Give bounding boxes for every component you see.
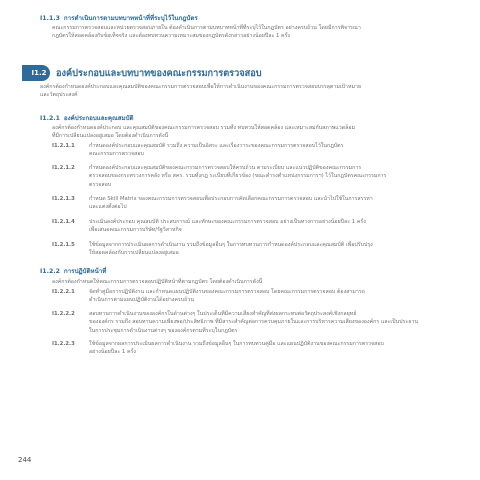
page-number: 244 (18, 456, 32, 464)
item-text: สอบทานการดำเนินงานขององค์กรในด้านต่างๆ ในประเด็นที่มีความเสี่ยงสำคัญที่ส่งผลกระทบต่อวัตถุประสงค์เชิงกลยุทธ์ (89, 311, 357, 317)
item-number: I1.2.1.2 (52, 165, 75, 171)
subsection-title: การดำเนินการตามบทบาทหน้าที่ที่ระบุไว้ในกฎบัตร (63, 15, 198, 22)
subsection-body-1-2-1 (52, 124, 454, 141)
item-text: จัดทำคู่มือการปฏิบัติงาน และกำหนดแผนปฏิบัติงานของคณะกรรมการตรวจสอบ โดยคณะกรรมการตรวจสอบ ต้องสามารถ (89, 289, 365, 295)
item-text: กำหนดองค์ประกอบและคุณสมบัติ รวมถึง ความเป็นอิสระ และเรื่องวาระของคณะกรรมการตรวจสอบไว้ในกฎบัตร (89, 143, 344, 149)
subsection-body-1-2-2 (52, 278, 454, 286)
item-text: ใช้ข้อมูลจากการประเมินผลการดำเนินงาน รวมถึงข้อมูลอื่นๆ ในการทบทวนการกำหนดองค์ประกอบและคุณสมบัติ เพื่อปรับปรุง (89, 242, 373, 248)
item-text: และแต่งตั้งต่อไป (89, 204, 127, 211)
subsection-heading-1-1-3 (40, 15, 198, 23)
paragraph-line: กฎบัตรให้สอดคล้องกับข้อเท็จจริง และต้องทบทวนความเหมาะสมของกฎบัตรดังกล่าวอย่างน้อยปีละ 1 ครั้ง (52, 33, 291, 40)
paragraph-line: ที่มีการเปลี่ยนแปลงอยู่เสมอ โดยต้องดำเนินการดังนี้ (52, 133, 169, 140)
subsection-number: I1.2.1 (40, 115, 60, 122)
section-title: องค์ประกอบและบทบาทของคณะกรรมการตรวจสอบ (56, 67, 262, 79)
item-number: I1.2.2.1 (52, 289, 75, 295)
subsection-title: การปฏิบัติหน้าที่ (63, 268, 107, 275)
item-text: ขององค์กร รวมถึง สอบทานความเพียงพอ/ประสิทธิภาพ ที่มีสาระสำคัญต่อการควบคุมภายในและการบริหารความเสี่ยงขององค์กร และเป็นประธาน (89, 319, 419, 326)
item-number: I1.2.2.3 (52, 341, 75, 347)
section-number-badge: I1.2 (22, 65, 50, 81)
item-text: ดำเนินการตามแผนปฏิบัติงานได้อย่างครบถ้วน (89, 297, 194, 304)
subsection-number: I1.1.3 (40, 15, 60, 22)
subsection-heading-1-2-1 (40, 115, 134, 123)
subsection-body-1-1-3 (52, 24, 454, 41)
subsection-number: I1.2.2 (40, 268, 60, 275)
paragraph-line: คณะกรรมการตรวจสอบและหน่วยตรวจสอบภายใน ต้องดำเนินการตามบทบาทหน้าที่ที่ระบุไว้ในกฎบัตร อย่างครบถ้วน โดยมีการพิจารณา (52, 25, 361, 31)
item-text: ตรวจสอบของกระทรวงการคลัง หรือ สคร. รวมทั้งกฎ ระเบียบที่เกี่ยวข้อง (ขณะดำรงตำแหน่งกรรมการฯ) ไว้ในกฎบัตรคณะกรรมการ (89, 173, 387, 180)
item-text: กำหนด Skill Matrix ของคณะกรรมการตรวจสอบเพื่อประกอบการคัดเลือกคณะกรรมการตรวจสอบ และนำไปใช้ในการสรรหา (89, 196, 373, 202)
item-text: คณะกรรมการตรวจสอบ (89, 151, 144, 158)
paragraph-line: องค์กรต้องกำหนดองค์ประกอบและคุณสมบัติของคณะกรรมการตรวจสอบเพื่อให้การดำเนินงานของคณะกรรมการตรวจสอบบรรลุตามเป้าหมาย (40, 84, 362, 90)
item-number: I1.2.1.5 (52, 242, 75, 248)
item-number: I1.2.2.2 (52, 311, 75, 317)
item-text: ให้สอดคล้องกับการเปลี่ยนแปลงอยู่เสมอ (89, 250, 179, 257)
subsection-heading-1-2-2 (40, 268, 106, 276)
item-text: เพื่อเสนอคณะกรรมการบริษัท/รัฐวิสาหกิจ (89, 227, 182, 234)
item-text: ในการประชุมการดำเนินงานต่างๆ ขององค์กรตามที่ระบุในกฎบัตร (89, 327, 238, 334)
section-heading-1-2 (31, 64, 262, 82)
item-text: ประเมินองค์ประกอบ คุณสมบัติ ประสบการณ์ และทักษะของคณะกรรมการตรวจสอบ อย่างเป็นทางการอย่างน้อยปีละ 1 ครั้ง (89, 219, 366, 225)
paragraph-line: องค์กรต้องกำหนดให้คณะกรรมการตรวจสอบปฏิบัติหน้าที่ตามกฎบัตร โดยต้องดำเนินการดังนี้ (52, 279, 263, 285)
item-number: I1.2.1.1 (52, 143, 75, 149)
paragraph-line: และวัตถุประสงค์ (40, 92, 78, 99)
item-text: ใช้ข้อมูลจากผลการประเมินผลการดำเนินงาน รวมถึงข้อมูลอื่นๆ ในการทบทวนคู่มือ และแผนปฏิบัติงานของคณะกรรมการตรวจสอบ (89, 341, 384, 347)
subsection-title: องค์ประกอบและคุณสมบัติ (63, 115, 134, 122)
item-text: อย่างน้อยปีละ 1 ครั้ง (89, 349, 136, 356)
item-text: ตรวจสอบ (89, 181, 112, 188)
item-number: I1.2.1.4 (52, 219, 75, 225)
section-intro (40, 83, 460, 100)
paragraph-line: องค์กรต้องกำหนดองค์ประกอบ และคุณสมบัติของคณะกรรมการตรวจสอบ รวมทั้ง ทบทวนให้สอดคล้อง และเหมาะสมกับสภาพแวดล้อม (52, 125, 356, 131)
item-text: กำหนดองค์ประกอบและคุณสมบัติของคณะกรรมการตรวจสอบให้ครบถ้วน ตามระเบียบ และแนวปฏิบัติของคณะกรรมการ (89, 165, 362, 171)
item-number: I1.2.1.3 (52, 196, 75, 202)
